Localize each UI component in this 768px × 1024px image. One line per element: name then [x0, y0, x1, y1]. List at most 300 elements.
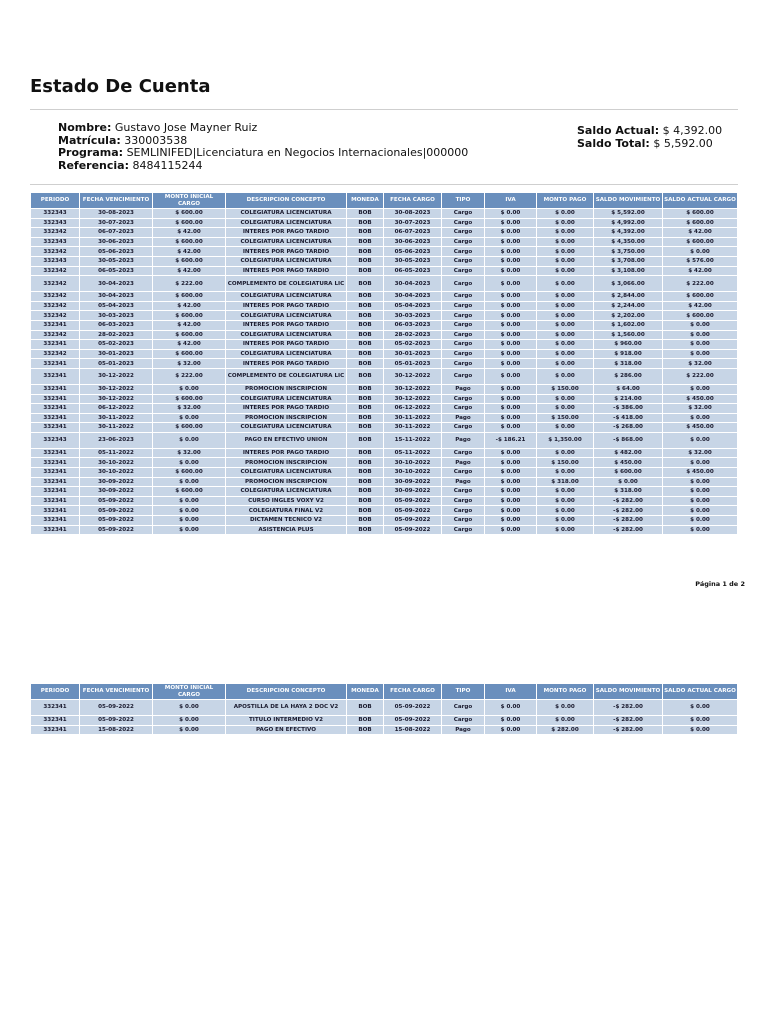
table-cell: $ 0.00 [537, 369, 593, 384]
table-cell: 05-04-2023 [384, 302, 441, 311]
table-cell: Cargo [442, 516, 484, 525]
column-header: DESCRIPCION CONCEPTO [226, 684, 346, 699]
table-cell: $ 576.00 [663, 257, 737, 266]
table-cell: $ 0.00 [485, 238, 536, 247]
table-cell: 332341 [31, 385, 79, 394]
table-cell: 06-12-2022 [80, 404, 152, 413]
table-cell: 05-09-2022 [80, 497, 152, 506]
table-cell: $ 600.00 [153, 257, 225, 266]
table-row [31, 414, 737, 423]
table-cell: COLEGIATURA LICENCIATURA [226, 331, 346, 340]
table-cell: BOB [347, 726, 383, 735]
table-cell: Cargo [442, 219, 484, 228]
table-cell: 30-06-2023 [384, 238, 441, 247]
table-cell: $ 0.00 [537, 292, 593, 301]
table-cell: COLEGIATURA LICENCIATURA [226, 395, 346, 404]
table-cell: $ 600.00 [663, 209, 737, 218]
table-cell: $ 600.00 [153, 209, 225, 218]
table-cell: 28-02-2023 [80, 331, 152, 340]
table-cell: $ 450.00 [663, 468, 737, 477]
table-cell: $ 0.00 [485, 292, 536, 301]
table-cell: 30-10-2022 [80, 458, 152, 467]
table-cell: $ 32.00 [153, 404, 225, 413]
table-cell: 05-06-2023 [80, 247, 152, 256]
referencia-line [58, 160, 468, 173]
table-cell: BOB [347, 276, 383, 291]
table-cell: COLEGIATURA LICENCIATURA [226, 311, 346, 320]
statement-table-page-1 [30, 192, 738, 535]
table-cell: INTERES POR PAGO TARDIO [226, 404, 346, 413]
table-cell: INTERES POR PAGO TARDIO [226, 228, 346, 237]
table-cell: 332343 [31, 238, 79, 247]
nombre-label: Nombre: [58, 121, 112, 134]
table-cell: 30-12-2022 [384, 385, 441, 394]
table-cell: $ 0.00 [663, 433, 737, 448]
table-cell: $ 4,392.00 [594, 228, 662, 237]
table-cell: 28-02-2023 [384, 331, 441, 340]
table-cell: $ 0.00 [663, 321, 737, 330]
table-cell: $ 0.00 [537, 350, 593, 359]
table-cell: $ 318.00 [537, 478, 593, 487]
table-cell: $ 0.00 [663, 487, 737, 496]
table-cell: $ 0.00 [485, 321, 536, 330]
table-cell: $ 42.00 [153, 302, 225, 311]
table-cell: $ 0.00 [663, 340, 737, 349]
column-header: DESCRIPCION CONCEPTO [226, 193, 346, 208]
table-cell: $ 2,202.00 [594, 311, 662, 320]
table-cell: 332343 [31, 219, 79, 228]
table-cell: $ 4,992.00 [594, 219, 662, 228]
table-cell: 30-05-2023 [384, 257, 441, 266]
table-cell: $ 450.00 [663, 423, 737, 432]
table-cell: $ 0.00 [663, 414, 737, 423]
table-cell: BOB [347, 331, 383, 340]
table-cell: BOB [347, 423, 383, 432]
table-cell: PAGO EN EFECTIVO [226, 726, 346, 735]
table-cell: $ 0.00 [537, 238, 593, 247]
table-body [31, 209, 737, 534]
programa-label: Programa: [58, 146, 124, 159]
nombre-value: Gustavo Jose Mayner Ruiz [114, 121, 258, 134]
column-header: IVA [485, 684, 536, 699]
table-cell: 05-09-2022 [80, 700, 152, 715]
matricula-value: 330003538 [124, 133, 188, 147]
table-cell: 30-09-2022 [384, 487, 441, 496]
column-header: IVA [485, 193, 536, 208]
table-cell: 332342 [31, 302, 79, 311]
table-cell: COLEGIATURA LICENCIATURA [226, 238, 346, 247]
table-cell: $ 0.00 [663, 716, 737, 725]
table-cell: BOB [347, 526, 383, 535]
table-cell: 30-09-2022 [384, 478, 441, 487]
table-row [31, 209, 737, 218]
table-cell: 332341 [31, 716, 79, 725]
table-cell: $ 42.00 [153, 247, 225, 256]
table-cell: 332341 [31, 404, 79, 413]
table-cell: 06-12-2022 [384, 404, 441, 413]
table-cell: $ 0.00 [537, 340, 593, 349]
table-cell: $ 0.00 [537, 302, 593, 311]
column-header: MONEDA [347, 193, 383, 208]
table-cell: Cargo [442, 311, 484, 320]
table-cell: $ 0.00 [485, 302, 536, 311]
table-cell: $ 0.00 [537, 404, 593, 413]
table-cell: $ 0.00 [663, 497, 737, 506]
table-cell: $ 0.00 [153, 478, 225, 487]
table-cell: INTERES POR PAGO TARDIO [226, 247, 346, 256]
table-cell: BOB [347, 311, 383, 320]
table-cell: $ 600.00 [663, 238, 737, 247]
table-cell: $ 0.00 [485, 497, 536, 506]
table-cell: 05-11-2022 [384, 449, 441, 458]
table-cell: 30-06-2023 [80, 238, 152, 247]
table-row [31, 449, 737, 458]
table-cell: BOB [347, 350, 383, 359]
table-cell: BOB [347, 321, 383, 330]
table-cell: $ 0.00 [153, 516, 225, 525]
table-cell: Cargo [442, 423, 484, 432]
table-cell: BOB [347, 267, 383, 276]
table-cell: Cargo [442, 350, 484, 359]
table-cell: $ 0.00 [485, 516, 536, 525]
table-cell: 332343 [31, 433, 79, 448]
table-cell: BOB [347, 395, 383, 404]
table-cell: 15-11-2022 [384, 433, 441, 448]
table-cell: 05-01-2023 [80, 359, 152, 368]
table-cell: $ 0.00 [537, 716, 593, 725]
table-cell: 05-11-2022 [80, 449, 152, 458]
table-cell: 332341 [31, 497, 79, 506]
divider [30, 109, 738, 110]
table-cell: $ 600.00 [153, 423, 225, 432]
table-cell: $ 0.00 [485, 404, 536, 413]
table-cell: $ 1,560.00 [594, 331, 662, 340]
table-cell: $ 0.00 [663, 350, 737, 359]
table-cell: $ 150.00 [537, 385, 593, 394]
table-cell: $ 600.00 [663, 311, 737, 320]
table-cell: Cargo [442, 238, 484, 247]
table-cell: 30-12-2022 [80, 395, 152, 404]
table-row [31, 340, 737, 349]
table-cell: Cargo [442, 209, 484, 218]
table-row [31, 311, 737, 320]
table-cell: -$ 186.21 [485, 433, 536, 448]
table-cell: 05-09-2022 [80, 716, 152, 725]
table-cell: BOB [347, 219, 383, 228]
column-header: MONTO INICIAL CARGO [153, 684, 225, 699]
table-cell: $ 0.00 [485, 276, 536, 291]
table-cell: Cargo [442, 700, 484, 715]
table-cell: BOB [347, 449, 383, 458]
table-cell: $ 0.00 [153, 700, 225, 715]
table-row [31, 468, 737, 477]
column-header: SALDO ACTUAL CARGO [663, 684, 737, 699]
table-cell: $ 2,244.00 [594, 302, 662, 311]
table-cell: $ 0.00 [485, 716, 536, 725]
table-cell: BOB [347, 209, 383, 218]
table-cell: INTERES POR PAGO TARDIO [226, 302, 346, 311]
table-cell: Cargo [442, 369, 484, 384]
table-cell: 30-09-2022 [80, 487, 152, 496]
table-cell: $ 0.00 [153, 458, 225, 467]
table-cell: -$ 282.00 [594, 526, 662, 535]
saldo-total-value: $ 5,592.00 [653, 136, 713, 150]
table-cell: $ 0.00 [485, 526, 536, 535]
table-cell: $ 0.00 [663, 526, 737, 535]
table-cell: COMPLEMENTO DE COLEGIATURA LIC [226, 369, 346, 384]
table-cell: $ 0.00 [485, 395, 536, 404]
table-cell: $ 0.00 [537, 209, 593, 218]
table-cell: CURSO INGLES VOXY V2 [226, 497, 346, 506]
table-cell: $ 0.00 [537, 487, 593, 496]
table-cell: 30-03-2023 [384, 311, 441, 320]
referencia-value: 8484115244 [132, 158, 203, 172]
table-cell: 332342 [31, 292, 79, 301]
table-row [31, 458, 737, 467]
table-cell: $ 150.00 [537, 458, 593, 467]
table-cell: $ 0.00 [663, 516, 737, 525]
table-row [31, 276, 737, 291]
table-row [31, 716, 737, 725]
table-cell: 30-08-2023 [384, 209, 441, 218]
table-cell: $ 0.00 [485, 331, 536, 340]
table-cell: $ 0.00 [485, 247, 536, 256]
table-cell: $ 0.00 [485, 228, 536, 237]
table-cell: Cargo [442, 276, 484, 291]
table-cell: INTERES POR PAGO TARDIO [226, 321, 346, 330]
table-cell: Pago [442, 385, 484, 394]
table-cell: 332341 [31, 516, 79, 525]
table-row [31, 526, 737, 535]
table-cell: 30-12-2022 [80, 369, 152, 384]
table-header-row [31, 684, 737, 699]
table-cell: $ 600.00 [153, 238, 225, 247]
table-cell: Pago [442, 414, 484, 423]
table-cell: $ 0.00 [537, 267, 593, 276]
table-cell: 30-12-2022 [80, 385, 152, 394]
table-row [31, 247, 737, 256]
table-cell: 05-09-2022 [80, 516, 152, 525]
table-cell: BOB [347, 506, 383, 515]
table-row [31, 433, 737, 448]
table-cell: -$ 282.00 [594, 700, 662, 715]
table-cell: $ 0.00 [153, 385, 225, 394]
table-cell: 30-01-2023 [384, 350, 441, 359]
table-cell: $ 214.00 [594, 395, 662, 404]
table-cell: PROMOCION INSCRIPCION [226, 414, 346, 423]
table-cell: 332342 [31, 228, 79, 237]
table-row [31, 302, 737, 311]
table-cell: $ 600.00 [153, 331, 225, 340]
table-cell: $ 0.00 [485, 209, 536, 218]
column-header: FECHA CARGO [384, 193, 441, 208]
table-cell: Cargo [442, 340, 484, 349]
table-cell: 06-03-2023 [384, 321, 441, 330]
table-cell: $ 3,708.00 [594, 257, 662, 266]
table-cell: 06-05-2023 [384, 267, 441, 276]
table-cell: 30-04-2023 [384, 276, 441, 291]
table-cell: $ 0.00 [663, 478, 737, 487]
column-header: FECHA CARGO [384, 684, 441, 699]
table-cell: $ 3,108.00 [594, 267, 662, 276]
table-cell: -$ 386.00 [594, 404, 662, 413]
table-cell: $ 42.00 [153, 340, 225, 349]
table-cell: -$ 418.00 [594, 414, 662, 423]
table-cell: 332341 [31, 487, 79, 496]
table-cell: Cargo [442, 359, 484, 368]
table-cell: 30-11-2022 [384, 414, 441, 423]
table-cell: BOB [347, 487, 383, 496]
table-row [31, 331, 737, 340]
table-cell: BOB [347, 700, 383, 715]
table-cell: $ 32.00 [153, 359, 225, 368]
table-cell: 332341 [31, 458, 79, 467]
table-cell: $ 0.00 [485, 359, 536, 368]
table-cell: COLEGIATURA LICENCIATURA [226, 219, 346, 228]
table-row [31, 267, 737, 276]
table-cell: 30-11-2022 [80, 423, 152, 432]
table-cell: 332341 [31, 369, 79, 384]
table-cell: COLEGIATURA LICENCIATURA [226, 209, 346, 218]
saldo-actual-label: Saldo Actual: [577, 124, 660, 137]
table-cell: COMPLEMENTO DE COLEGIATURA LIC [226, 276, 346, 291]
table-row [31, 395, 737, 404]
table-cell: Cargo [442, 257, 484, 266]
table-cell: 332342 [31, 331, 79, 340]
table-cell: 332341 [31, 414, 79, 423]
table-cell: BOB [347, 257, 383, 266]
page-number: Página 1 de 2 [695, 580, 745, 588]
saldo-total-line [577, 138, 722, 151]
table-cell: 06-03-2023 [80, 321, 152, 330]
table-cell: $ 0.00 [485, 219, 536, 228]
table-row [31, 369, 737, 384]
table-cell: 332342 [31, 267, 79, 276]
table-cell: BOB [347, 458, 383, 467]
table-cell: Cargo [442, 716, 484, 725]
table-cell: Cargo [442, 526, 484, 535]
table-cell: COLEGIATURA LICENCIATURA [226, 292, 346, 301]
table-cell: $ 0.00 [537, 506, 593, 515]
table-cell: Cargo [442, 302, 484, 311]
table-cell: $ 42.00 [153, 228, 225, 237]
table-cell: 05-09-2022 [80, 506, 152, 515]
table-cell: 30-04-2023 [80, 292, 152, 301]
saldo-actual-value: $ 4,392.00 [662, 124, 723, 137]
table-cell: PROMOCION INSCRIPCION [226, 385, 346, 394]
table-cell: COLEGIATURA LICENCIATURA [226, 257, 346, 266]
table-cell: 05-09-2022 [384, 700, 441, 715]
table-cell: 05-02-2023 [80, 340, 152, 349]
table-cell: $ 918.00 [594, 350, 662, 359]
table-cell: $ 0.00 [663, 726, 737, 735]
table-cell: APOSTILLA DE LA HAYA 2 DOC V2 [226, 700, 346, 715]
referencia-label: Referencia: [58, 158, 130, 172]
table-row [31, 726, 737, 735]
table-cell: 332341 [31, 526, 79, 535]
table-cell: 30-11-2022 [80, 414, 152, 423]
column-header: SALDO MOVIMIENTO [594, 684, 662, 699]
table-cell: $ 0.00 [594, 478, 662, 487]
table-row [31, 321, 737, 330]
table-cell: $ 0.00 [537, 359, 593, 368]
table-cell: 30-07-2023 [80, 219, 152, 228]
table-row [31, 292, 737, 301]
table-cell: Cargo [442, 487, 484, 496]
table-cell: COLEGIATURA LICENCIATURA [226, 487, 346, 496]
table-row [31, 497, 737, 506]
table-cell: 30-12-2022 [384, 395, 441, 404]
table-cell: $ 0.00 [537, 449, 593, 458]
table-cell: $ 0.00 [663, 506, 737, 515]
table-cell: $ 222.00 [663, 276, 737, 291]
table-cell: BOB [347, 497, 383, 506]
table-cell: Cargo [442, 404, 484, 413]
table-cell: 15-08-2022 [80, 726, 152, 735]
table-cell: 05-09-2022 [384, 497, 441, 506]
table-cell: $ 0.00 [537, 276, 593, 291]
table-cell: $ 600.00 [153, 468, 225, 477]
table-cell: $ 482.00 [594, 449, 662, 458]
table-cell: Cargo [442, 395, 484, 404]
table-cell: $ 600.00 [663, 219, 737, 228]
table-cell: PROMOCION INSCRIPCION [226, 478, 346, 487]
table-cell: 30-04-2023 [384, 292, 441, 301]
table-cell: $ 0.00 [537, 700, 593, 715]
table-cell: $ 318.00 [594, 359, 662, 368]
table-cell: $ 0.00 [485, 414, 536, 423]
table-cell: Cargo [442, 321, 484, 330]
table-cell: $ 0.00 [663, 247, 737, 256]
table-cell: 332341 [31, 423, 79, 432]
table-cell: $ 0.00 [485, 423, 536, 432]
table-row [31, 257, 737, 266]
table-cell: $ 0.00 [485, 468, 536, 477]
table-cell: 332343 [31, 209, 79, 218]
table-row [31, 228, 737, 237]
table-cell: $ 64.00 [594, 385, 662, 394]
table-cell: 332341 [31, 359, 79, 368]
table-cell: $ 0.00 [485, 267, 536, 276]
table-cell: $ 0.00 [537, 516, 593, 525]
table-cell: $ 600.00 [663, 292, 737, 301]
column-header: MONTO INICIAL CARGO [153, 193, 225, 208]
table-cell: $ 0.00 [537, 526, 593, 535]
table-cell: $ 222.00 [153, 369, 225, 384]
table-cell: $ 600.00 [153, 219, 225, 228]
column-header: FECHA VENCIMIENTO [80, 193, 152, 208]
table-cell: $ 222.00 [153, 276, 225, 291]
table-cell: Pago [442, 433, 484, 448]
table-cell: COLEGIATURA LICENCIATURA [226, 468, 346, 477]
column-header: MONTO PAGO [537, 684, 593, 699]
table-cell: $ 0.00 [153, 726, 225, 735]
table-cell: $ 0.00 [153, 716, 225, 725]
table-cell: $ 1,602.00 [594, 321, 662, 330]
table-cell: 332341 [31, 478, 79, 487]
column-header: SALDO MOVIMIENTO [594, 193, 662, 208]
table-cell: $ 3,066.00 [594, 276, 662, 291]
table-cell: 332341 [31, 700, 79, 715]
table-row [31, 359, 737, 368]
table-cell: $ 0.00 [537, 247, 593, 256]
table-cell: $ 0.00 [663, 700, 737, 715]
table-cell: BOB [347, 414, 383, 423]
table-cell: 332341 [31, 468, 79, 477]
table-cell: $ 0.00 [153, 526, 225, 535]
table-cell: 06-05-2023 [80, 267, 152, 276]
table-cell: INTERES POR PAGO TARDIO [226, 267, 346, 276]
